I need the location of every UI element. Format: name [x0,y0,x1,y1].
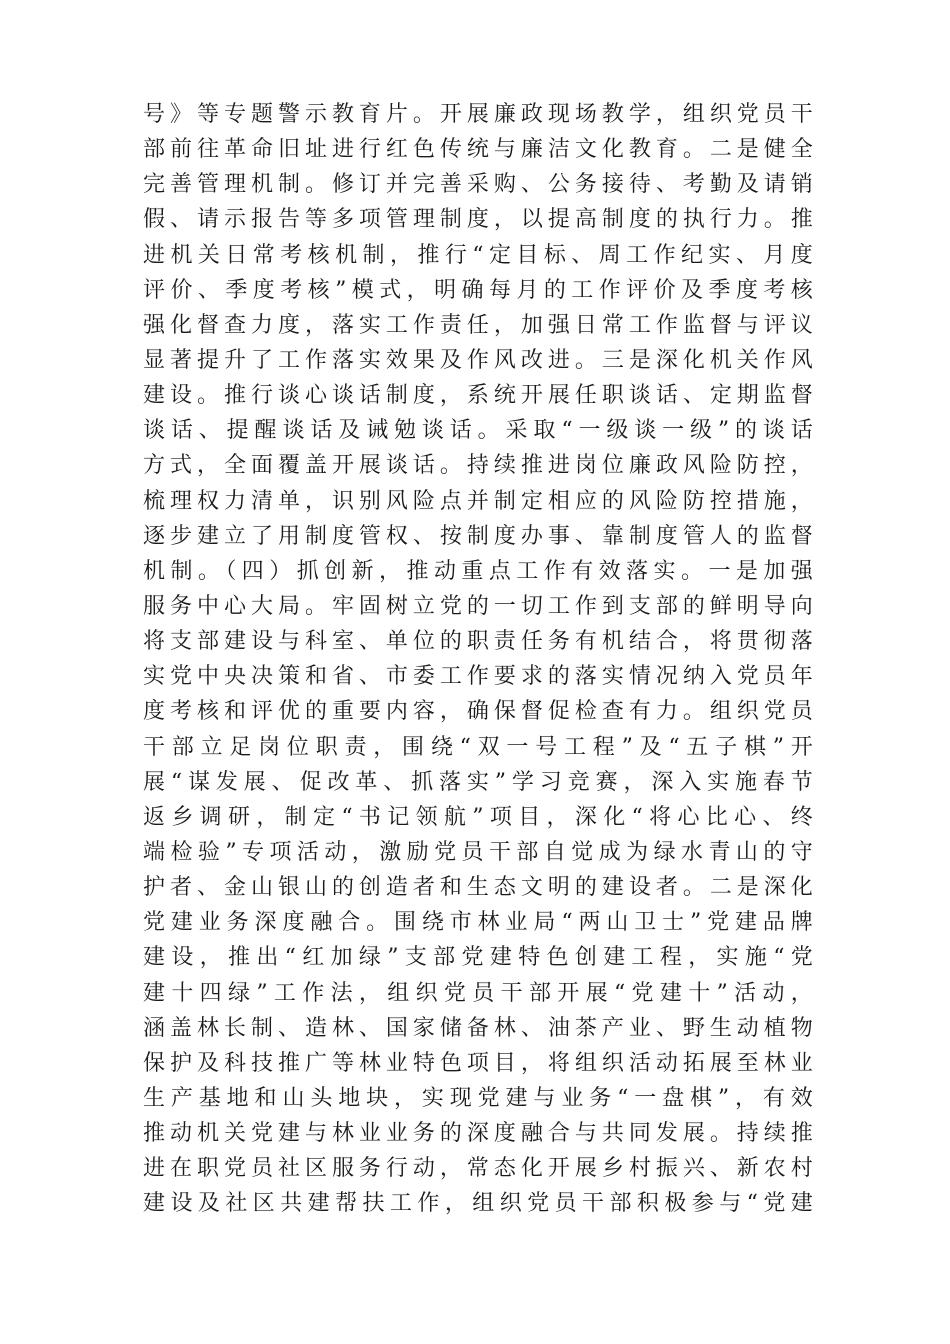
text-line: 建设，推出“红加绿”支部党建特色创建工程，实施“党 [143,945,813,971]
text-line: 生产基地和山头地块，实现党建与业务“一盘棋”，有效 [143,1085,813,1111]
text-line: 显著提升了工作落实效果及作风改进。三是深化机关作风 [143,347,813,373]
text-line: 党建业务深度融合。围绕市林业局“两山卫士”党建品牌 [143,910,813,936]
text-line: 假、请示报告等多项管理制度，以提高制度的执行力。推 [143,207,813,233]
text-line: 强化督查力度，落实工作责任，加强日常工作监督与评议 [143,312,813,338]
text-line: 部前往革命旧址进行红色传统与廉洁文化教育。二是健全 [143,137,813,163]
text-line: 服务中心大局。牢固树立党的一切工作到支部的鲜明导向 [143,593,813,619]
text-line: 护者、金山银山的创造者和生态文明的建设者。二是深化 [143,875,813,901]
text-line: 机制。（四）抓创新，推动重点工作有效落实。一是加强 [143,558,813,584]
text-line: 展“谋发展、促改革、抓落实”学习竞赛，深入实施春节 [143,769,813,795]
text-line: 实党中央决策和省、市委工作要求的落实情况纳入党员年 [143,664,813,690]
text-line: 返乡调研，制定“书记领航”项目，深化“将心比心、终 [143,804,813,830]
text-line: 进在职党员社区服务行动，常态化开展乡村振兴、新农村 [143,1156,813,1182]
text-line: 涵盖林长制、造林、国家储备林、油茶产业、野生动植物 [143,1015,813,1041]
text-line: 保护及科技推广等林业特色项目，将组织活动拓展至林业 [143,1050,813,1076]
body-text [143,97,813,1222]
text-line: 建设。推行谈心谈话制度，系统开展任职谈话、定期监督 [143,383,813,409]
text-line: 推动机关党建与林业业务的深度融合与共同发展。持续推 [143,1121,813,1147]
text-line: 谈话、提醒谈话及诫勉谈话。采取“一级谈一级”的谈话 [143,418,813,444]
text-line: 号》等专题警示教育片。开展廉政现场教学，组织党员干 [143,102,813,127]
text-line: 建设及社区共建帮扶工作，组织党员干部积极参与“党建 [143,1191,813,1217]
text-line: 度考核和评优的重要内容，确保督促检查有力。组织党员 [143,699,813,725]
text-line: 方式，全面覆盖开展谈话。持续推进岗位廉政风险防控， [143,453,813,479]
text-line: 进机关日常考核机制，推行“定目标、周工作纪实、月度 [143,242,813,268]
text-line: 完善管理机制。修订并完善采购、公务接待、考勤及请销 [143,172,813,198]
text-line: 梳理权力清单，识别风险点并制定相应的风险防控措施， [143,488,813,514]
text-line: 逐步建立了用制度管权、按制度办事、靠制度管人的监督 [143,523,813,549]
text-line: 评价、季度考核”模式，明确每月的工作评价及季度考核 [143,277,813,303]
text-line: 将支部建设与科室、单位的职责任务有机结合，将贯彻落 [143,629,813,655]
text-line: 建十四绿”工作法，组织党员干部开展“党建十”活动， [143,980,813,1006]
text-line: 干部立足岗位职责，围绕“双一号工程”及“五子棋”开 [143,734,813,760]
text-line: 端检验”专项活动，激励党员干部自觉成为绿水青山的守 [143,839,813,865]
